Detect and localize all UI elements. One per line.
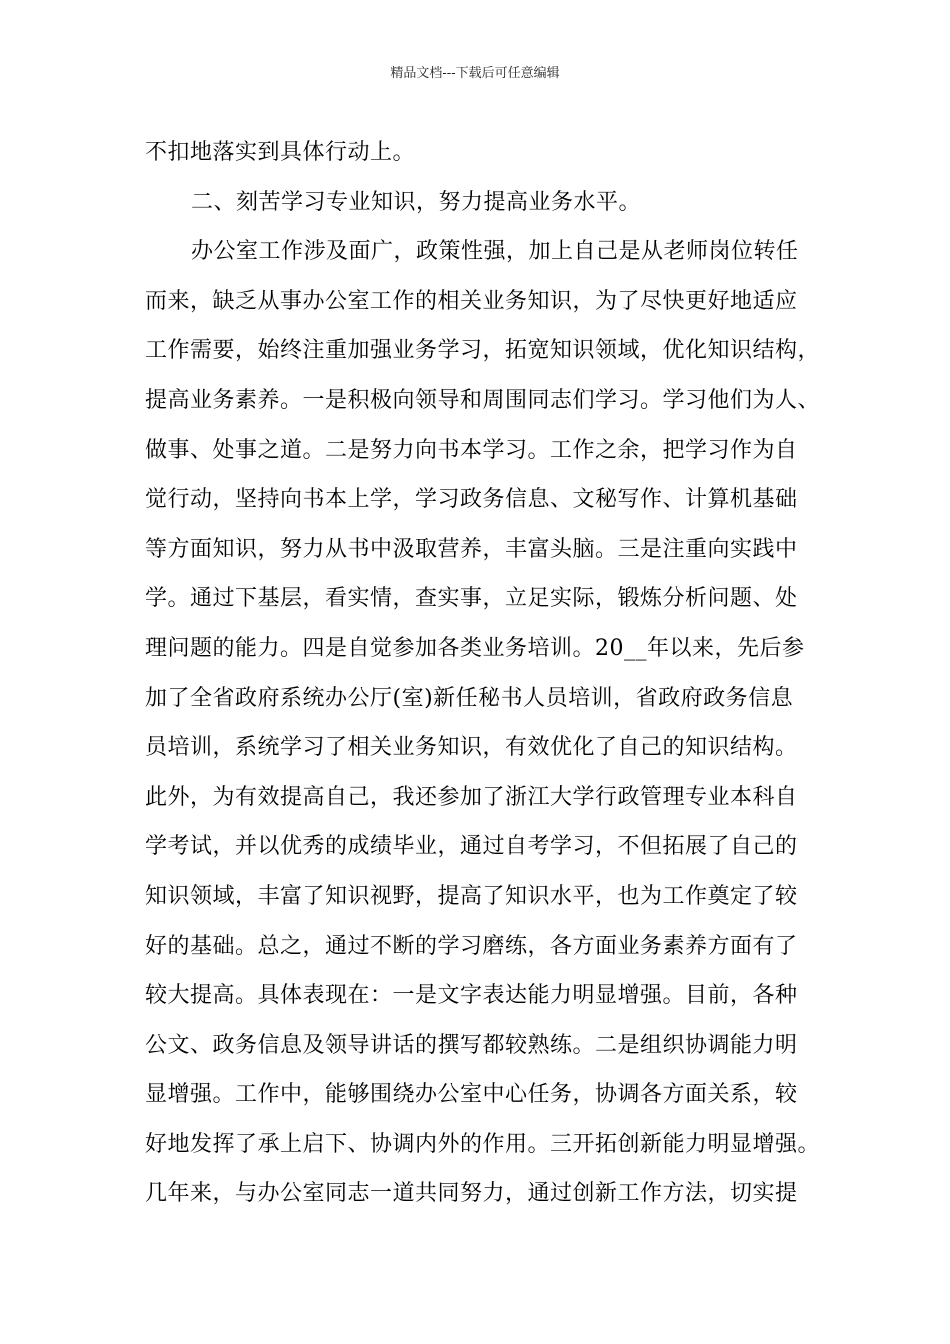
section-heading: 二、刻苦学习专业知识，努力提高业务水平。	[191, 189, 642, 215]
text-line: 加了全省政府系统办公厅(室)新任秘书人员培训，省政府政务信息	[145, 685, 794, 711]
text-line: 学。通过下基层，看实情，查实事，立足实际，锻炼分析问题、处	[145, 586, 798, 612]
text-line: 好地发挥了承上启下、协调内外的作用。三开拓创新能力明显增强。	[145, 1131, 821, 1157]
text-line: 做事、处事之道。二是努力向书本学习。工作之余，把学习作为自	[145, 437, 798, 463]
text-line: 此外，为有效提高自己，我还参加了浙江大学行政管理专业本科自	[145, 784, 798, 810]
text-line: 提高业务素养。一是积极向领导和周围同志们学习。学习他们为人、	[145, 387, 821, 413]
text-line: 显增强。工作中，能够围绕办公室中心任务，协调各方面关系，较	[145, 1082, 798, 1108]
text-line: 知识领域，丰富了知识视野，提高了知识水平，也为工作奠定了较	[145, 883, 798, 909]
page-header: 精品文档---下载后可任意编辑	[390, 66, 560, 81]
text-line: 觉行动，坚持向书本上学，学习政务信息、文秘写作、计算机基础	[145, 487, 798, 513]
text-line: 员培训，系统学习了相关业务知识，有效优化了自己的知识结构。	[145, 735, 798, 761]
text-line: 公文、政务信息及领导讲话的撰写都较熟练。二是组织协调能力明	[145, 1032, 798, 1058]
text-line: 不扣地落实到具体行动上。	[145, 140, 416, 165]
text-line: 等方面知识，努力从书中汲取营养，丰富头脑。三是注重向实践中	[145, 536, 798, 562]
text-line: 办公室工作涉及面广，政策性强，加上自己是从老师岗位转任	[191, 239, 799, 265]
text-line: 而来，缺乏从事办公室工作的相关业务知识，为了尽快更好地适应	[145, 288, 798, 314]
text-line: 工作需要，始终注重加强业务学习，拓宽知识领域，优化知识结构，	[145, 338, 821, 364]
body-text	[145, 128, 825, 1219]
text-line: 好的基础。总之，通过不断的学习磨练，各方面业务素养方面有了	[145, 933, 798, 959]
text-line: 几年来，与办公室同志一道共同努力，通过创新工作方法，切实提	[145, 1181, 798, 1207]
text-line: 理问题的能力。四是自觉参加各类业务培训。20__年以来，先后参	[145, 635, 805, 661]
text-line: 学考试，并以优秀的成绩毕业，通过自考学习，不但拓展了自己的	[145, 834, 798, 860]
text-line: 较大提高。具体表现在：一是文字表达能力明显增强。目前，各种	[145, 983, 798, 1009]
